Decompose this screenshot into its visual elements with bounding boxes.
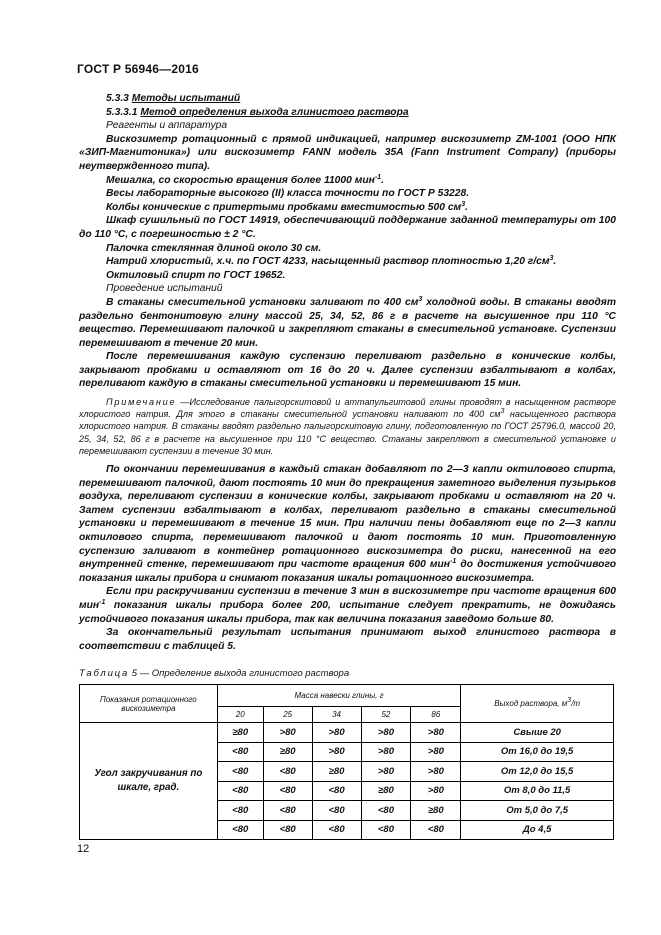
- mass-column-header: 86: [411, 707, 461, 723]
- table-cell: <80: [217, 742, 263, 762]
- yield-cell: От 16,0 до 19,5: [461, 742, 614, 762]
- table-cell: >80: [312, 723, 361, 743]
- procedure-paragraph-3: По окончании перемешивания в каждый стакан добавляют по 2—3 капли октилового спирта, перемешивают палочкой, дают постоять 10 мин до прекращения заметного выделения пузырьков воздуха, переливают суспензии в конические колбы, закрывают пробками и оставляют на 20 ч. Затем суспензии взбалтывают в колбах, переливают раздельно в стаканы смесительной установки и перемешивают в течение 15 мин. При наличии пены добавляют еще по 2—3 капли октилового спирта, перемешивают палочкой и дают постоять 10 мин. Приготовленную суспензию заливают в контейнер ротационного вискозиметра до риски, нанесенной на его внутренней стенке, перемешивают при частоте вращения 600 мин$^{-1}$ до достижения устойчивого показания шкалы прибора и снимают показания шкалы ротационного вискозиметра.: [79, 464, 617, 584]
- table-cell: ≥80: [263, 742, 312, 762]
- section-title: Методы испытаний: [131, 93, 241, 104]
- item-glass-rod: Палочка стеклянная длиной около 30 см.: [106, 242, 322, 254]
- table-cell: <80: [217, 801, 263, 821]
- subsection-number: 5.3.3.1: [106, 106, 138, 118]
- yield-table: [79, 684, 614, 840]
- item-oven: Шкаф сушильный по ГОСТ 14919, обеспечивающий поддержание заданной температуры от 100 до 110 °С, с погрешностью ± 2 °С.: [79, 215, 616, 240]
- table-cell: >80: [312, 742, 361, 762]
- page-number: 12: [77, 843, 90, 855]
- item-mixer: Мешалка, со скоростью вращения более 11000 мин$^{-1}$.: [106, 173, 384, 186]
- header-indicator: Показания ротационного вискозиметра: [80, 685, 218, 723]
- table-cell: <80: [312, 781, 361, 801]
- table-cell: >80: [361, 762, 411, 782]
- mass-column-header: 20: [217, 707, 263, 723]
- table-caption: Таблица 5 — Определение выхода глинистого раствора: [79, 668, 350, 679]
- yield-cell: От 12,0 до 15,5: [461, 762, 614, 782]
- item-flasks: Колбы конические с притертыми пробками вместимостью 500 $см^3$.: [106, 200, 468, 213]
- table-caption-label: Таблица: [79, 668, 130, 679]
- section-number: 5.3.3: [106, 93, 129, 104]
- table-cell: <80: [263, 781, 312, 801]
- table-cell: ≥80: [361, 781, 411, 801]
- yield-cell: Свыше 20: [461, 723, 614, 743]
- procedure-paragraph-1: В стаканы смесительной установки заливают по 400 $см^3$ холодной воды. В стаканы вводят раздельно бентонитовую глину массой 25, 34, 52, 86 г в расчете на высушенное при 110 °С вещество. Перемешивают палочкой и закрепляют стаканы в смесительной установке. Суспензии перемешивают в течение 20 мин.: [79, 295, 616, 349]
- yield-cell: От 8,0 до 11,5: [461, 781, 614, 801]
- table-cell: >80: [361, 723, 411, 743]
- table-cell: <80: [263, 762, 312, 782]
- table-cell: <80: [217, 781, 263, 801]
- table-cell: ≥80: [217, 723, 263, 743]
- note-paragraph: Примечание —Исследование палыгорскитовой и аттапульгитовой глины проводят в насыщенном растворе хлористого натрия. Для этого в стаканы смесительной установки наливают по 400 $см^3$ насыщенного раствора хлористого натрия. В стаканы вводят раздельно палыгорскитовую глину, подготовленную по ГОСТ 25796.0, массой 20, 25, 34, 52, 86 г в расчете на высушенное при 110 °С вещество. Стаканы закрепляют в смесительной установке и перемешивают суспензии в течение 30 мин.: [79, 397, 616, 456]
- section-heading-5-3-3-1: [79, 106, 616, 120]
- yield-cell: От 5,0 до 7,5: [461, 801, 614, 821]
- procedure-heading: Проведение испытаний: [106, 283, 223, 295]
- table-cell: <80: [361, 820, 411, 840]
- header-yield: Выход раствора, $м^3/т$: [461, 685, 614, 723]
- procedure-paragraph-2: После перемешивания каждую суспензию переливают раздельно в конические колбы, закрывают пробками и оставляют от 16 до 20 ч. Далее суспензии взбалтывают в колбах, переливают каждую в стаканы смесительной установки и перемешивают 15 мин.: [79, 351, 616, 390]
- table-cell: <80: [361, 801, 411, 821]
- table-cell: <80: [263, 801, 312, 821]
- table-cell: <80: [263, 820, 312, 840]
- table-cell: >80: [361, 742, 411, 762]
- subsection-title: Метод определения выхода глинистого раствора: [140, 106, 409, 118]
- note-label: Примечание: [106, 397, 177, 408]
- table-cell: >80: [263, 723, 312, 743]
- table-cell: <80: [312, 801, 361, 821]
- section-heading-5-3-3: [79, 92, 616, 106]
- table-row: [80, 723, 614, 743]
- mass-column-header: 34: [312, 707, 361, 723]
- item-scales: Весы лабораторные высокого (II) класса точности по ГОСТ Р 53228.: [106, 188, 470, 200]
- item-octyl-alcohol: Октиловый спирт по ГОСТ 19652.: [106, 269, 286, 281]
- yield-cell: До 4,5: [461, 820, 614, 840]
- table-cell: <80: [217, 820, 263, 840]
- table-cell: >80: [411, 781, 461, 801]
- procedure-paragraph-4: Если при раскручивании суспензии в течение 3 мин в вискозиметре при частоте вращения 600 мин$^{-1}$ показания шкалы прибора более 200, испытание следует прекратить, не дожидаясь устойчивого показания шкалы прибора, так как величина показания заведомо больше 80.: [79, 586, 616, 625]
- table-cell: >80: [411, 762, 461, 782]
- mass-column-header: 25: [263, 707, 312, 723]
- mass-column-header: 52: [361, 707, 411, 723]
- table-cell: >80: [411, 742, 461, 762]
- header-sample-mass: Масса навески глины, г: [217, 685, 461, 707]
- table-cell: ≥80: [411, 801, 461, 821]
- procedure-paragraph-5: За окончательный результат испытания принимают выход глинистого раствора в соответствии с таблицей 5.: [79, 627, 616, 652]
- table-cell: >80: [411, 723, 461, 743]
- item-sodium-chloride: Натрий хлористый, х.ч. по ГОСТ 4233, насыщенный раствор плотностью 1,20 $г/см^3$.: [106, 255, 557, 268]
- table-cell: <80: [217, 762, 263, 782]
- document-id-header: ГОСТ Р 56946—2016: [77, 62, 199, 76]
- table-cell: <80: [411, 820, 461, 840]
- reagents-heading: Реагенты и аппаратура: [106, 120, 228, 132]
- table-cell: ≥80: [312, 762, 361, 782]
- document-body: [79, 92, 616, 653]
- table-cell: <80: [312, 820, 361, 840]
- row-header-twist-angle: Угол закручивания по шкале, град.: [80, 723, 218, 840]
- item-viscometer: Вискозиметр ротационный с прямой индикацией, например вискозиметр ZM-1001 (ООО НПК «ЗИП-Магнитоника») или вискозиметр FANN модель 35A (Fann Instrument Company) (приборы неутвержденного типа).: [79, 133, 616, 172]
